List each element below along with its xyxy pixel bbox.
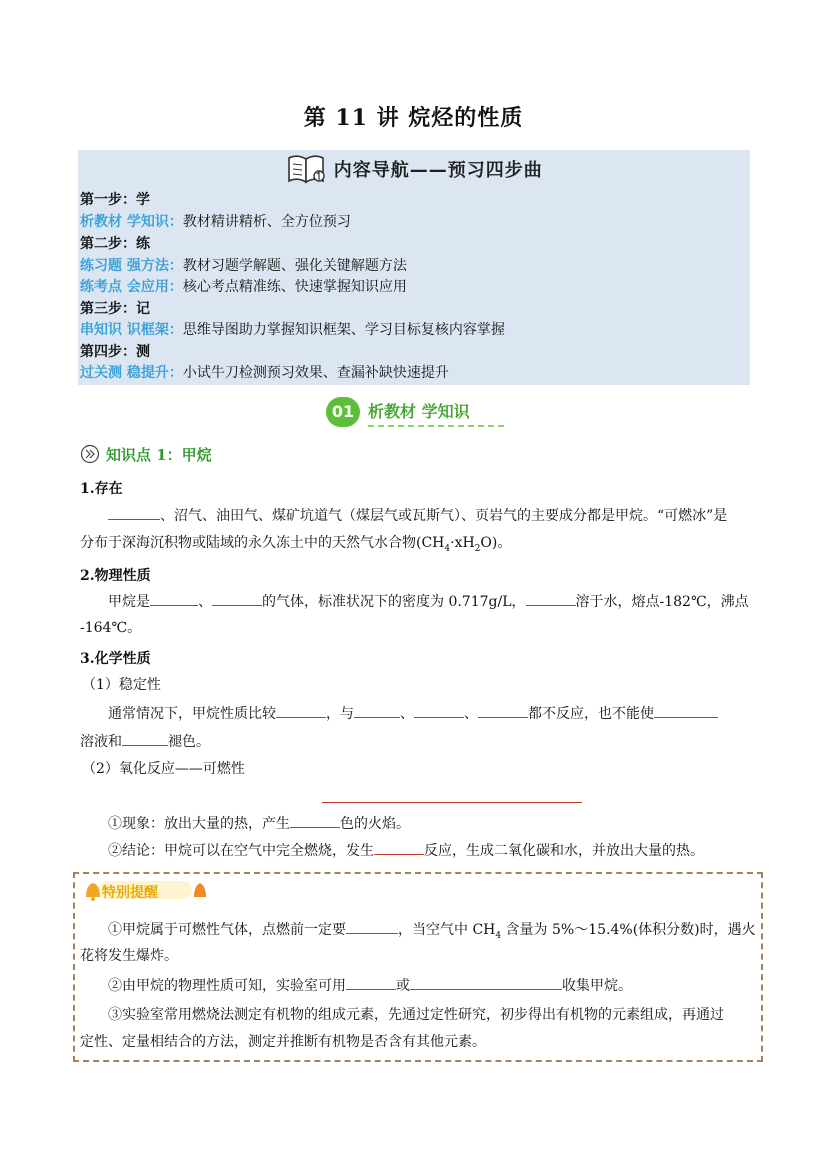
equation-blank-line[interactable] <box>322 802 582 803</box>
blank[interactable] <box>526 591 576 606</box>
blank[interactable] <box>290 813 340 828</box>
blank[interactable] <box>346 975 396 990</box>
nav-step-4: 第四步：测 <box>80 344 150 360</box>
nav-step-3: 第三步：记 <box>80 301 150 317</box>
nav-title: 内容导航——预习四步曲 <box>333 160 543 181</box>
existence-line-1: 、沼气、油田气、煤矿坑道气（煤层气或瓦斯气）、页岩气的主要成分都是甲烷。“可燃冰”是 <box>108 505 727 526</box>
knowledge-point-title: 知识点 1：甲烷 <box>106 446 212 464</box>
blank[interactable] <box>346 919 398 934</box>
tip-line-1b: 花将发生爆炸。 <box>80 948 178 964</box>
nav-step-1: 第一步：学 <box>80 192 150 208</box>
blank[interactable] <box>108 505 160 520</box>
section-banner <box>322 393 512 433</box>
blank[interactable] <box>150 591 198 606</box>
blank[interactable] <box>276 703 326 718</box>
phenomenon-line: ①现象：放出大量的热，产生 色的火焰。 <box>108 813 410 834</box>
physical-line-1: 甲烷是 、 的气体，标准状况下的密度为 0.717g/L， 溶于水，熔点-182℃，沸点 <box>108 591 749 612</box>
physical-line-2: -164℃。 <box>80 620 142 636</box>
heading-physical-properties: 2.物理性质 <box>80 568 151 584</box>
special-reminder-badge: 特别提醒 <box>102 885 158 901</box>
blank[interactable] <box>478 703 528 718</box>
tip-line-3: ③实验室常用燃烧法测定有机物的组成元素，先通过定性研究，初步得出有机物的元素组成，再通过 <box>108 1007 724 1023</box>
section-label: 析教材 学知识 <box>368 402 470 421</box>
nav-item-test: 过关测 稳提升：小试牛刀检测预习效果、查漏补缺快速提升 <box>80 365 449 381</box>
nav-item-study: 析教材 学知识：教材精讲精析、全方位预习 <box>80 214 351 230</box>
blank[interactable] <box>654 703 718 718</box>
blank[interactable] <box>374 840 424 855</box>
nav-item-framework: 串知识 识框架：思维导图助力掌握知识框架、学习目标复核内容掌握 <box>80 322 505 338</box>
stability-line-1: 通常情况下，甲烷性质比较 ，与 、 、 都不反应，也不能使 <box>108 703 718 724</box>
heading-existence: 1.存在 <box>80 481 123 497</box>
tip-line-2: ②由甲烷的物理性质可知，实验室可用 或 收集甲烷。 <box>108 975 632 996</box>
subheading-stability: （1）稳定性 <box>82 677 161 693</box>
existence-line-2: 分布于深海沉积物或陆域的永久冻土中的天然气水合物$(CH_4\cdot xH_2O)$。 <box>80 535 512 554</box>
content-navigation-box <box>78 150 750 385</box>
nav-item-apply: 练考点 会应用：核心考点精准练、快速掌握知识应用 <box>80 279 407 295</box>
nav-header <box>78 152 750 188</box>
subheading-combustion: （2）氧化反应——可燃性 <box>82 761 245 777</box>
nav-item-practice: 练习题 强方法：教材习题学解题、强化关键解题方法 <box>80 258 407 274</box>
heading-chemical-properties: 3.化学性质 <box>80 651 151 667</box>
book-icon <box>285 152 329 186</box>
blank[interactable] <box>414 703 464 718</box>
page-title: 第 11 讲 烷烃的性质 <box>303 105 524 131</box>
blank[interactable] <box>410 975 562 990</box>
conclusion-line: ②结论：甲烷可以在空气中完全燃烧，发生 反应，生成二氧化碳和水，并放出大量的热。 <box>108 840 704 861</box>
tip-line-1: ①甲烷属于可燃性气体，点燃前一定要 ，当空气中 $CH_4$ 含量为 5%～15.4%(体积分数)时，遇火 <box>108 919 756 946</box>
nav-step-2: 第二步：练 <box>80 236 150 252</box>
blank[interactable] <box>354 703 400 718</box>
chevron-right-circle-icon <box>80 444 100 464</box>
blank[interactable] <box>212 591 262 606</box>
stability-line-2: 溶液和 褪色。 <box>80 731 210 752</box>
section-divider <box>368 425 504 427</box>
blank[interactable] <box>122 731 168 746</box>
section-number-badge: 01 <box>326 397 360 427</box>
tip-line-3b: 定性、定量相结合的方法，测定并推断有机物是否含有其他元素。 <box>80 1034 486 1050</box>
